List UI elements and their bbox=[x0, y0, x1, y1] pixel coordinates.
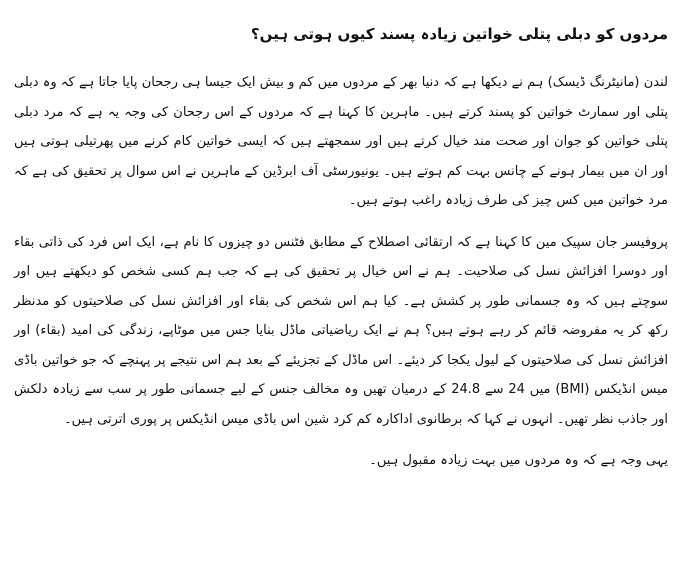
news-article bbox=[14, 24, 668, 488]
article-paragraph-3: یہی وجہ ہے کہ وہ مردوں میں بہت زیادہ مقبول ہیں۔ bbox=[369, 453, 668, 468]
article-paragraph-1: لندن (مانیٹرنگ ڈیسک) ہم نے دیکھا ہے کہ دنیا بھر کے مردوں میں کم و بیش ایک جیسا ہی رجحان پایا جاتا ہے کہ وہ دبلی پتلی اور سمارٹ خواتین کو پسند کرتے ہیں۔ ماہرین کا کہنا ہے کہ مردوں کے اس رجحان کی وجہ یہ ہے کہ مرد دبلی پتلی خواتین کو جوان اور صحت مند خیال کرتے ہیں اور سمجھتے ہیں کہ ایسی خواتین کام کرنے میں پھرتیلی ہوتی ہیں اور ان میں بیمار ہونے کے چانس بہت کم ہوتے ہیں۔ یونیورسٹی آف ابرڈین کے ماہرین نے اس سوال پر تحقیق کی ہے کہ مرد خواتین میں کس چیز کی طرف زیادہ راغب ہوتے ہیں۔ bbox=[14, 75, 668, 208]
article-title: مردوں کو دبلی پتلی خواتین زیادہ پسند کیوں ہوتی ہیں؟ bbox=[250, 25, 668, 43]
article-paragraph-2: پروفیسر جان سپیک مین کا کہنا ہے کہ ارتقائی اصطلاح کے مطابق فٹنس دو چیزوں کا نام ہے، ایک اس فرد کی ذاتی بقاء اور دوسرا افزائش نسل کی صلاحیت۔ ہم نے اس خیال پر تحقیق کی ہے کہ جب ہم کسی شخص کو دیکھتے ہیں اور سوچتے ہیں کہ وہ جسمانی طور پر کشش ہے۔ کیا ہم اس شخص کی بقاء اور افزائش نسل کی صلاحیتوں کو مدنظر رکھ کر یہ مفروضہ قائم کر رہے ہوتے ہیں؟ ہم نے ایک ریاضیاتی ماڈل بنایا جس میں موٹاپے، زندگی کی امید (بقاء) اور افزائش نسل کی صلاحیتوں کے لیول یکجا کر دیئے۔ اس ماڈل کے تجزیئے کے بعد ہم اس نتیجے پر پہنچے کہ جو خواتین باڈی میس انڈیکس (BMI) میں 24 سے 24.8 کے درمیان تھیں وہ مخالف جنس کے لیے جسمانی طور پر سب سے زیادہ دلکش اور جاذب نظر تھیں۔ انہوں نے کہا کہ برطانوی اداکارہ کم کرد شین اس باڈی میس انڈیکس پر پوری اترتی ہیں۔ bbox=[14, 234, 668, 427]
